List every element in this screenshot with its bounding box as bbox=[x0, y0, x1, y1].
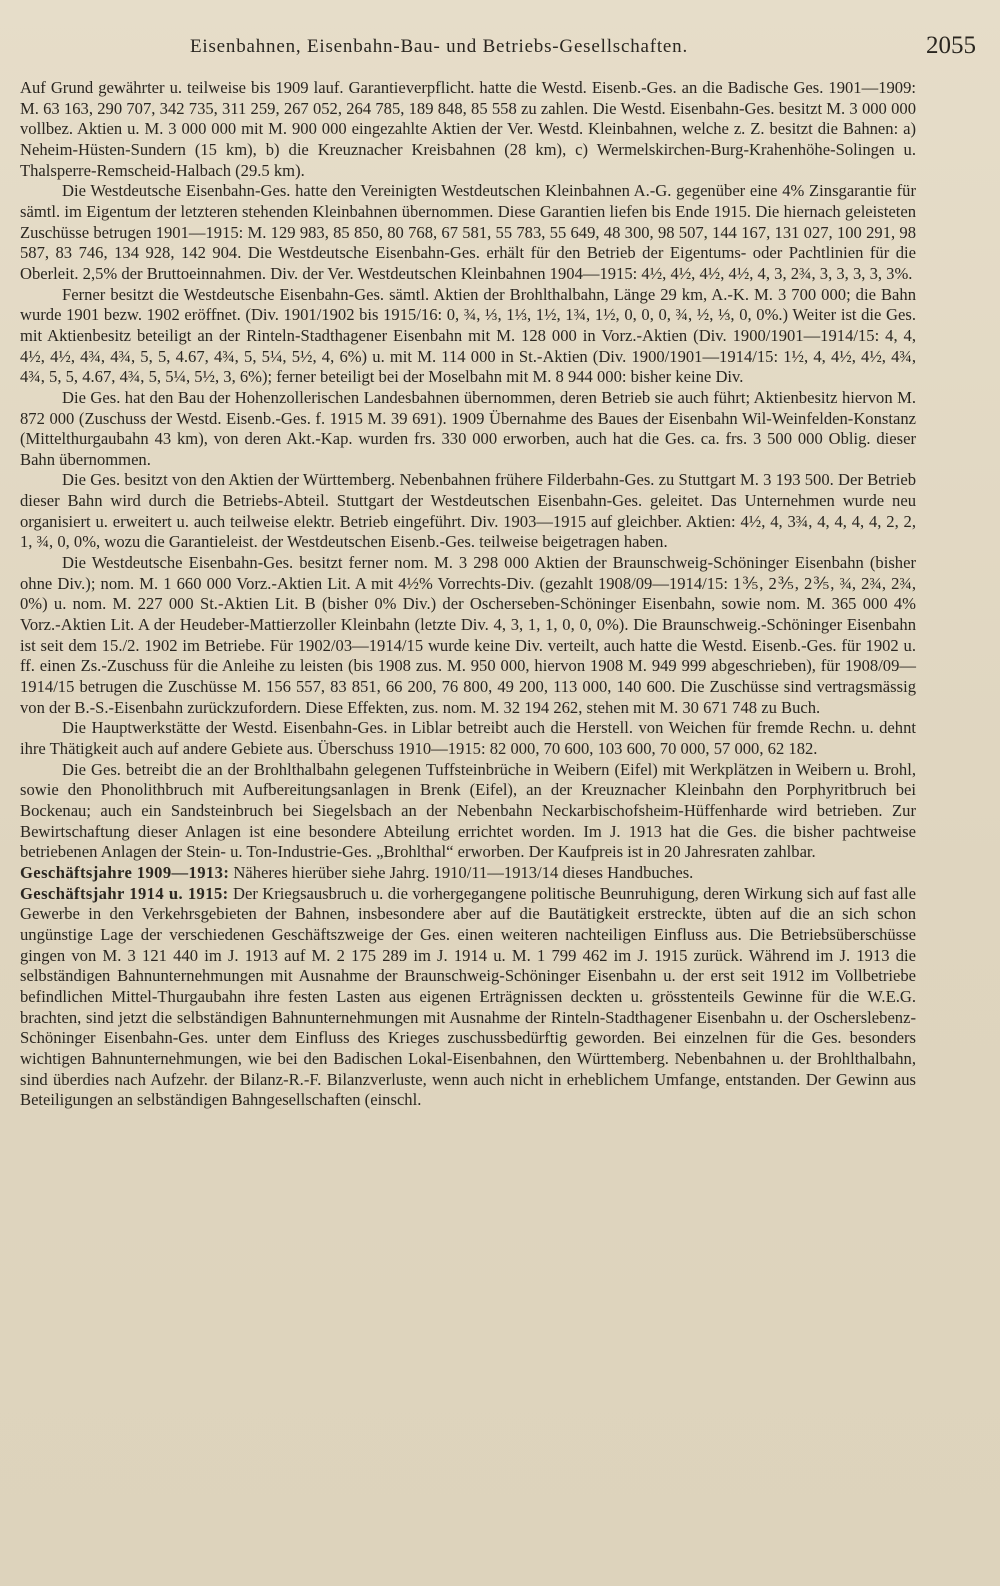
paragraph-brohlthalbahn: Ferner besitzt die Westdeutsche Eisenbahn-Ges. sämtl. Aktien der Brohlthalbahn, Länge 29 km, A.-K. M. 3 700 000; die Bahn wurde 1901 bezw. 1902 eröffnet. (Div. 1901/1902 bis 1915/16: 0, ¾, ⅓, 1⅓, 1½, 1¾, 1½, 0, 0, 0, ¾, ½, ⅓, 0, 0%.) Weiter ist die Ges. mit Aktienbesitz beteiligt an der Rinteln-Stadthagener Eisenbahn mit M. 128 000 in Vorz.-Aktien (Div. 1900/1901—1914/15: 4, 4, 4½, 4½, 4¾, 4¾, 5, 5, 4.67, 4¾, 5, 5¼, 5½, 4, 6%) u. mit M. 114 000 in St.-Aktien (Div. 1900/1901—1914/15: 1½, 4, 4½, 4½, 4¾, 4¾, 5, 5, 4.67, 4¾, 5, 5¼, 5½, 3, 6%); ferner beteiligt bei der Moselbahn mit M. 8 944 000: bisher keine Div. bbox=[20, 284, 916, 387]
paragraph-hohenzollern: Die Ges. hat den Bau der Hohenzollerischen Landesbahnen übernommen, deren Betrieb sie auch führt; Aktienbesitz hiervon M. 872 000 (Zuschuss der Westd. Eisenb.-Ges. f. 1915 M. 39 691). 1909 Übernahme des Baues der Eisenbahn Wil-Weinfelden-Konstanz (Mittelthurgaubahn 43 km), von deren Akt.-Kap. wurden frs. 330 000 erworben, auch hat die Ges. ca. frs. 3 500 000 Oblig. dieser Bahn übernommen. bbox=[20, 387, 916, 469]
paragraph-wuerttemberg: Die Ges. besitzt von den Aktien der Württemberg. Nebenbahnen frühere Filderbahn-Ges. zu Stuttgart M. 3 193 500. Der Betrieb dieser Bahn wird durch die Betriebs-Abteil. Stuttgart der Westdeutschen Eisenbahn-Ges. geleitet. Das Unternehmen wurde neu organisiert u. erweitert u. auch teilweise elektr. Betrieb eingeführt. Div. 1903—1915 auf gleichber. Aktien: 4½, 4, 3¾, 4, 4, 4, 4, 2, 2, 1, ¾, 0, 0%, wozu die Garantieleist. der Westdeutschen Eisenb.-Ges. teilweise beigetragen haben. bbox=[20, 470, 916, 552]
page-number: 2055 bbox=[926, 32, 976, 59]
page-header bbox=[20, 32, 976, 78]
paragraph-geschaeftsjahre-1909-1913: Geschäftsjahre 1909—1913: Näheres hierüber siehe Jahrg. 1910/11—1913/14 dieses Handbuches. bbox=[20, 862, 694, 882]
body-text bbox=[20, 78, 916, 1111]
paragraph-braunschweig: Die Westdeutsche Eisenbahn-Ges. besitzt ferner nom. M. 3 298 000 Aktien der Braunschweig-Schöninger Eisenbahn (bisher ohne Div.); nom. M. 1 660 000 Vorz.-Aktien Lit. A mit 4½% Vorrechts-Div. (gezahlt 1908/09—1914/15: 1⅗, 2⅗, 2⅗, ¾, 2¾, 2¾, 0%) u. nom. M. 227 000 St.-Aktien Lit. B (bisher 0% Div.) der Oscherseben-Schöninger Eisenbahn, sowie nom. M. 365 000 4% Vorz.-Aktien Lit. A der Heudeber-Mattierzoller Kleinbahn (letzte Div. 4, 3, 1, 1, 0, 0, 0%). Die Braunschweig.-Schöninger Eisenbahn ist seit dem 15./2. 1902 im Betriebe. Für 1902/03—1914/15 wurde keine Div. verteilt, auch hatte die Westd. Eisenb.-Ges. für 1902 u. ff. einen Zs.-Zuschuss für die Anleihe zu leisten (bis 1908 zus. M. 950 000, hiervon 1908 M. 949 999 abgeschrieben), für 1908/09—1914/15 betrugen die Zuschüsse M. 156 557, 83 851, 66 200, 76 800, 49 200, 113 000, 140 600. Die Zuschüsse sind vertragsmässig von der B.-S.-Eisenbahn zurückzufordern. Diese Effekten, zus. nom. M. 32 194 262, stehen mit M. 30 671 748 zu Buch. bbox=[20, 553, 916, 717]
paragraph-geschaeftsjahr-1914-1915: Geschäftsjahr 1914 u. 1915: Der Kriegsausbruch u. die vorhergegangene politische Beunruhigung, deren Wirkung sich auf fast alle Gewerbe in den Verkehrsgebieten der Bahnen, insbesondere aber auf die Bautätigkeit erstreckte, übten auf die an sich schon ungünstige Lage der verschiedenen Geschäftszweige der Ges. einen weiteren nachteiligen Einfluss aus. Die Betriebsüberschüsse gingen von M. 3 121 440 im J. 1913 auf M. 2 175 289 im J. 1914 u. M. 1 799 462 im J. 1915 zurück. Während im J. 1913 die selbständigen Bahnunternehmungen mit Ausnahme der Braunschweig-Schöninger Eisenbahn u. der erst seit 1912 im Vollbetriebe befindlichen Mittel-Thurgaubahn ihre festen Lasten aus eigenen Erträgnissen deckten u. grösstenteils Gewinne für die W.E.G. brachten, sind jetzt die selbständigen Bahnunternehmungen mit Ausnahme der Rinteln-Stadthagener Eisenbahn u. der Oscherslebenz-Schöninger Eisenbahn-Ges. unter dem Einfluss des Krieges zuschussbedürftig geworden. Bei einzelnen für die Ges. besonders wichtigen Bahnunternehmungen, wie bei den Badischen Lokal-Eisenbahnen, den Württemberg. Nebenbahnen u. der Brohlthalbahn, sind überdies nach Aufzehr. der Bilanz-R.-F. Bilanzverluste, wenn auch nicht in erheblichem Umfange, entstanden. Der Gewinn aus Beteiligungen an selbständigen Bahngesellschaften (einschl. bbox=[20, 883, 916, 1110]
paragraph-garantie-badische: Auf Grund gewährter u. teilweise bis 1909 lauf. Garantieverpflicht. hatte die Westd. Eisenb.-Ges. an die Badische Ges. 1901—1909: M. 63 163, 290 707, 342 735, 311 259, 267 052, 264 785, 189 848, 85 558 zu zahlen. Die Westd. Eisenbahn-Ges. besitzt M. 3 000 000 vollbez. Aktien u. M. 3 000 000 mit M. 900 000 eingezahlte Aktien der Ver. Westd. Kleinbahnen, welche z. Z. besitzt die Bahnen: a) Neheim-Hüsten-Sundern (15 km), b) die Kreuznacher Kreisbahnen (28 km), c) Wermelskirchen-Burg-Krahenhöhe-Solingen u. Thalsperre-Remscheid-Halbach (29.5 km). bbox=[20, 78, 916, 180]
paragraph-steinbrueche: Die Ges. betreibt die an der Brohlthalbahn gelegenen Tuffsteinbrüche in Weibern (Eifel) mit Werkplätzen in Weibern u. Brohl, sowie den Phonolithbruch mit Aufbereitungsanlagen in Brenk (Eifel), an der Kreuznacher Kleinbahn den Porphyritbruch bei Bockenau; auch ein Sandsteinbruch bei Siegelsbach an der Nebenbahn Neckarbischofsheim-Hüffenharde wird betrieben. Zur Bewirtschaftung dieser Anlagen ist eine besondere Abteilung errichtet worden. Im J. 1913 hat die Ges. die bisher pachtweise betriebenen Anlagen der Stein- u. Ton-Industrie-Ges. „Brohlthal“ erworben. Der Kaufpreis ist in 20 Jahresraten zahlbar. bbox=[20, 759, 916, 862]
paragraph-hauptwerkstaette: Die Hauptwerkstätte der Westd. Eisenbahn-Ges. in Liblar betreibt auch die Herstell. von Weichen für fremde Rechn. u. dehnt ihre Thätigkeit auch auf andere Gebiete aus. Überschuss 1910—1915: 82 000, 70 600, 103 600, 70 000, 57 000, 62 182. bbox=[20, 718, 916, 758]
paragraph-zinsgarantie: Die Westdeutsche Eisenbahn-Ges. hatte den Vereinigten Westdeutschen Kleinbahnen A.-G. gegenüber eine 4% Zinsgarantie für sämtl. im Eigentum der letzteren stehenden Kleinbahnen übernommen. Diese Garantien liefen bis Ende 1915. Die hiernach geleisteten Zuschüsse betrugen 1901—1915: M. 129 983, 85 850, 80 768, 67 581, 55 783, 55 649, 48 300, 98 507, 144 167, 131 027, 100 291, 98 587, 83 746, 134 928, 142 904. Die Westdeutsche Eisenbahn-Ges. erhält für den Betrieb der Eigentums- oder Pachtlinien für die Oberleit. 2,5% der Bruttoeinnahmen. Div. der Ver. Westdeutschen Kleinbahnen 1904—1915: 4½, 4½, 4½, 4½, 4, 3, 2¾, 3, 3, 3, 3, 3%. bbox=[20, 181, 916, 283]
running-title: Eisenbahnen, Eisenbahn-Bau- und Betriebs-Gesellschaften. bbox=[190, 36, 689, 57]
